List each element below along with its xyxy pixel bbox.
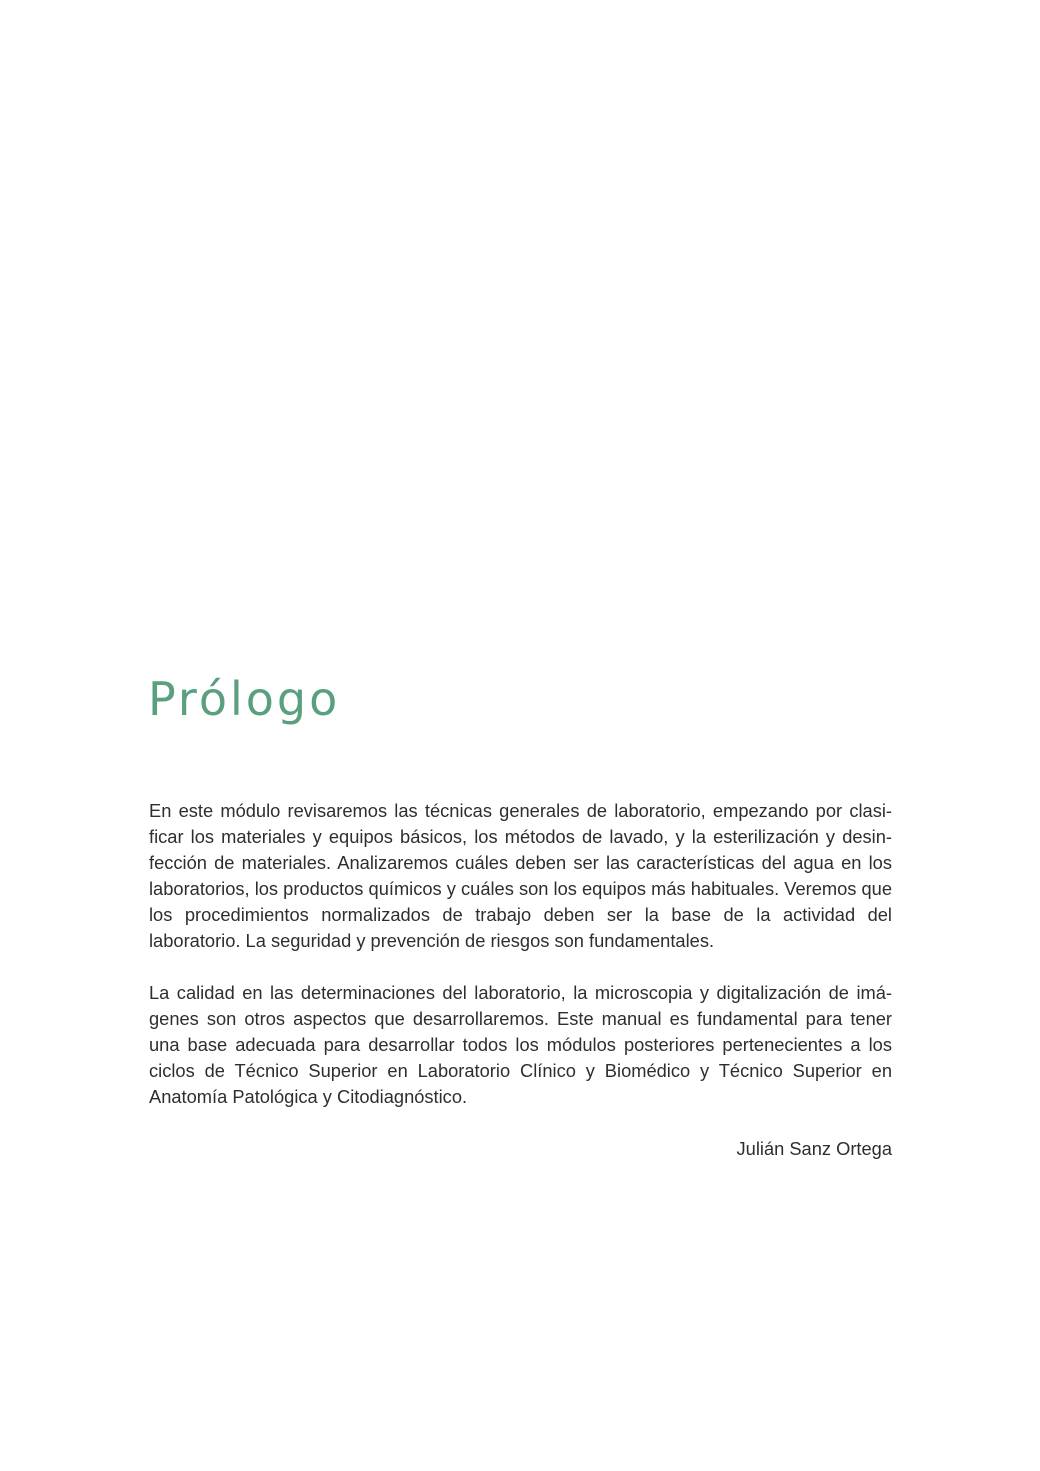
prologue-body [149,798,892,1136]
page-title: Prólogo [148,672,341,726]
paragraph-2: La calidad en las determinaciones del laboratorio, la microscopia y digitalización de imágenes son otros aspectos que desarrollaremos. Este manual es fundamental para tener una base adecuada para desarrollar todos los módulos posteriores pertenecientes a los ciclos de Técnico Superior en Laboratorio Clínico y Biomédico y Técnico Superior en Anatomía Patológica y Citodiagnóstico. [149,982,892,1107]
author-signature: Julián Sanz Ortega [736,1138,892,1159]
paragraph-1: En este módulo revisaremos las técnicas generales de laboratorio, empezando por clasificar los materiales y equipos básicos, los métodos de lavado, y la esterilización y desinfección de materiales. Analizaremos cuáles deben ser las características del agua en los laboratorios, los productos químicos y cuáles son los equipos más habituales. Veremos que los procedimientos normalizados de trabajo deben ser la base de la actividad del laboratorio. La seguridad y prevención de riesgos son fundamentales. [149,800,892,951]
